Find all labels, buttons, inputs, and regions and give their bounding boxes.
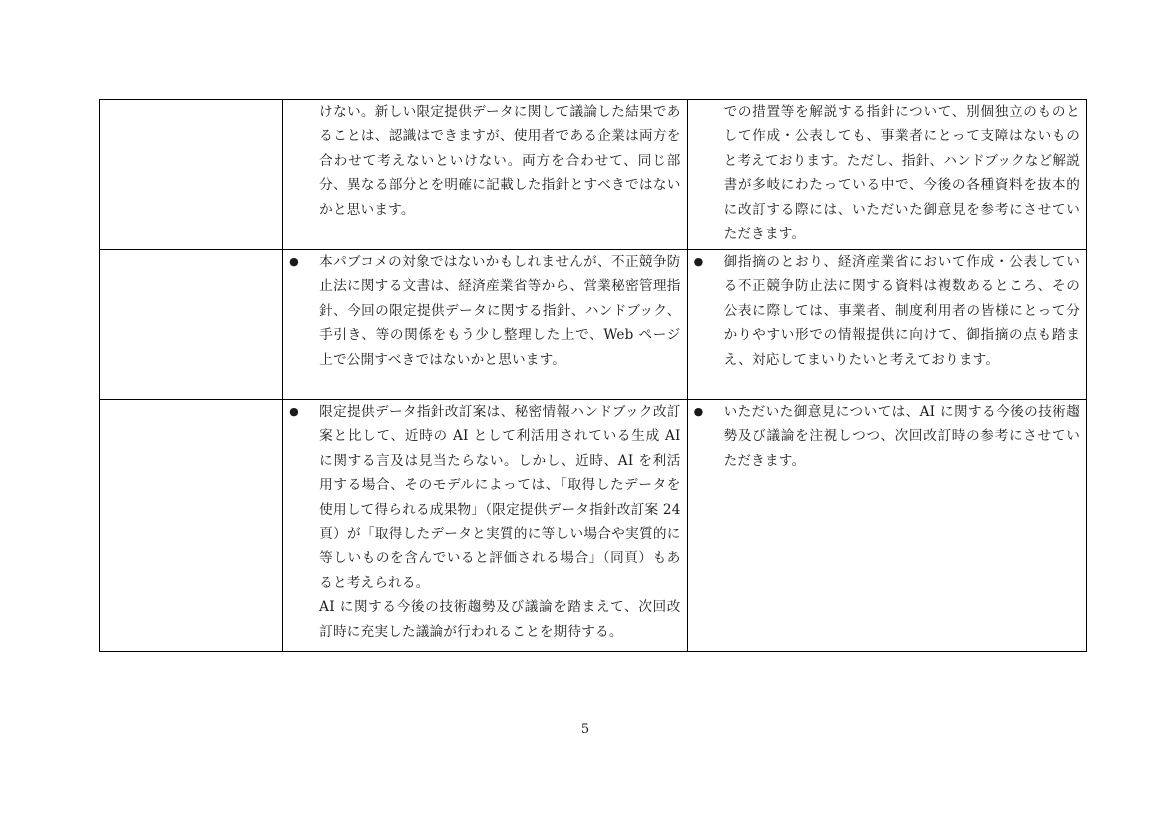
comment-cell [283,400,687,652]
page-number: 5 [580,722,590,737]
response-cell [687,400,1086,652]
response-cell [687,250,1086,400]
response-cell [687,100,1086,250]
bullet-icon: ● [289,255,299,268]
table-cell-empty [100,100,283,250]
comment-text: 限定提供データ指針改訂案は、秘密情報ハンドブック改訂案と比して、近時の AI として利活用されている生成 AI に関する言及は見当たらない。しかし、近時、AI を利活用する場合、そのモデルによっては、「取得したデータを使用して得られる成果物」（限定提供データ指針改訂案 24 頁）が「取得したデータと実質的に等しい場合や実質的に等しいものを含んでいると評価される場合」（同頁）もあると考えられる。 [319,404,681,591]
bullet-icon: ● [693,405,704,418]
response-text: 御指摘のとおり、経済産業省において作成・公表している不正競争防止法に関する資料は複数あるところ、その公表に際しては、事業者、制度利用者の皆様にとって分かりやすい形での情報提供に向けて、御指摘の点も踏まえ、対応してまいりたいと考えております。 [723,254,1080,368]
comment-cell [283,250,687,400]
comment-text: けない。新しい限定提供データに関して議論した結果であることは、認識はできますが、使用者である企業は両方を合わせて考えないといけない。両方を合わせて、同じ部分、異なる部分とを明確に記載した指針とすべきではないかと思います。 [319,104,681,218]
table-cell-empty [100,250,283,400]
table-row [100,100,1087,250]
bullet-icon: ● [693,255,704,268]
response-text: いただいた御意見については、AI に関する今後の技術趨勢及び議論を注視しつつ、次回改訂時の参考にさせていただきます。 [723,404,1080,469]
bullet-icon: ● [289,405,299,418]
comment-cell [283,100,687,250]
table-row [100,250,1087,400]
response-text: での措置等を解説する指針について、別個独立のものとして作成・公表しても、事業者にとって支障はないものと考えております。ただし、指針、ハンドブックなど解説書が多岐にわたっている中で、今後の各種資料を抜本的に改訂する際には、いただいた御意見を参考にさせていただきます。 [723,104,1080,243]
comment-text: 本パブコメの対象ではないかもしれませんが、不正競争防止法に関する文書は、経済産業省等から、営業秘密管理指針、今回の限定提供データに関する指針、ハンドブック、手引き、等の関係をもう少し整理した上で、Web ページ上で公開すべきではないかと思います。 [319,254,681,368]
comment-response-table [99,99,1087,652]
comment-text: AI に関する今後の技術趨勢及び議論を踏まえて、次回改訂時に充実した議論が行われることを期待する。 [319,599,681,640]
table-row [100,400,1087,652]
table-cell-empty [100,400,283,652]
